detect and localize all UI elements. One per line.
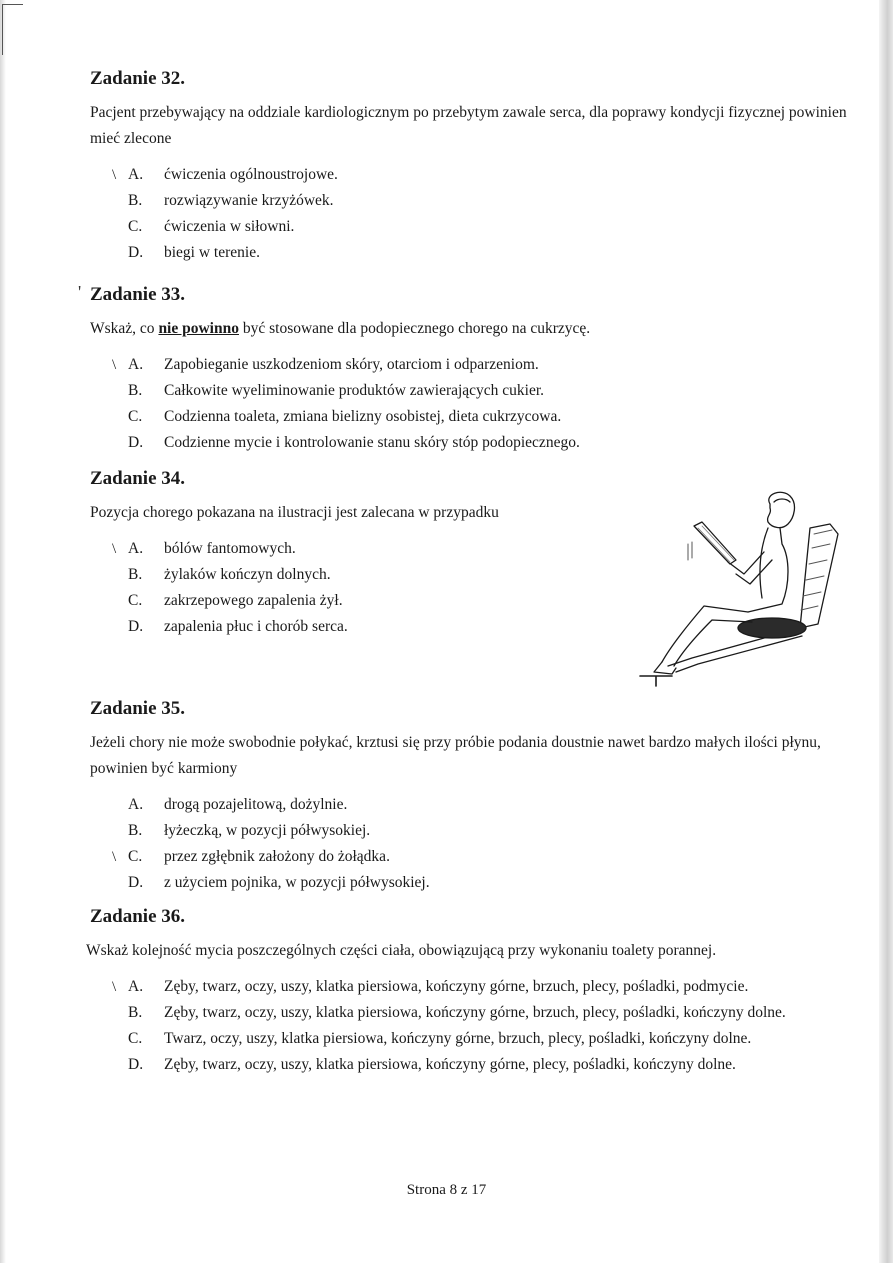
option-letter: A. <box>128 540 144 557</box>
option-letter: B. <box>128 566 143 583</box>
option-text: rozwiązywanie krzyżówek. <box>164 192 334 209</box>
pen-tick-mark: \ <box>112 357 117 373</box>
option-letter: A. <box>128 166 144 183</box>
answer-option-a <box>90 536 610 562</box>
task-title: Zadanie 34. <box>90 468 186 489</box>
scan-corner-mark <box>2 4 23 55</box>
answer-option-b <box>90 188 850 214</box>
answer-options <box>90 792 850 896</box>
option-text: żylaków kończyn dolnych. <box>164 566 331 583</box>
answer-option-d <box>90 614 610 640</box>
task-36 <box>86 906 850 1078</box>
answer-options <box>90 974 850 1078</box>
option-text: Zęby, twarz, oczy, uszy, klatka piersiowa, kończyny górne, plecy, pośladki, kończyny dolne. <box>164 1056 736 1073</box>
option-text: przez zgłębnik założony do żołądka. <box>164 848 390 865</box>
task-34 <box>90 468 610 640</box>
option-letter: A. <box>128 978 144 995</box>
answer-option-c <box>90 844 850 870</box>
task-title: Zadanie 35. <box>90 698 186 719</box>
option-text: drogą pozajelitową, dożylnie. <box>164 796 348 813</box>
option-letter: B. <box>128 382 143 399</box>
option-text: ćwiczenia w siłowni. <box>164 218 295 235</box>
task-35 <box>90 698 850 896</box>
pen-dot-mark: ' <box>78 282 82 302</box>
option-letter: C. <box>128 848 143 865</box>
option-letter: D. <box>128 1056 144 1073</box>
answer-options <box>90 352 850 456</box>
option-letter: C. <box>128 592 143 609</box>
option-letter: B. <box>128 822 143 839</box>
option-text: biegi w terenie. <box>164 244 260 261</box>
option-letter: C. <box>128 218 143 235</box>
option-letter: A. <box>128 356 144 373</box>
option-letter: A. <box>128 796 144 813</box>
option-text: Całkowite wyeliminowanie produktów zawierających cukier. <box>164 382 545 399</box>
option-letter: C. <box>128 408 143 425</box>
answer-option-d <box>90 1052 850 1078</box>
option-text: bólów fantomowych. <box>164 540 296 557</box>
task-title: Zadanie 32. <box>90 68 186 89</box>
page-number: Strona 8 z 17 <box>406 1182 487 1198</box>
task-title: Zadanie 33. <box>90 284 186 305</box>
answer-option-b <box>90 562 610 588</box>
answer-option-c <box>90 1026 850 1052</box>
answer-option-a <box>90 974 850 1000</box>
answer-option-d <box>90 870 850 896</box>
task-32 <box>90 68 850 266</box>
option-letter: D. <box>128 874 144 891</box>
task-question: Jeżeli chory nie może swobodnie połykać, krztusi się przy próbie podania doustnie nawet bardzo małych ilości płynu, powinien być karmiony <box>90 734 821 777</box>
answer-option-b <box>90 1000 850 1026</box>
option-letter: B. <box>128 192 143 209</box>
task-question: Wskaż, co nie powinno być stosowane dla podopiecznego chorego na cukrzycę. <box>90 320 591 337</box>
option-letter: D. <box>128 434 144 451</box>
option-text: Zęby, twarz, oczy, uszy, klatka piersiowa, kończyny górne, brzuch, plecy, pośladki, kończyny dolne. <box>164 1004 786 1021</box>
option-text: Codzienna toaleta, zmiana bielizny osobistej, dieta cukrzycowa. <box>164 408 562 425</box>
pen-tick-mark: \ <box>112 849 117 865</box>
answer-options <box>90 162 850 266</box>
option-letter: C. <box>128 1030 143 1047</box>
option-text: zapalenia płuc i chorób serca. <box>164 618 348 635</box>
option-text: ćwiczenia ogólnoustrojowe. <box>164 166 338 183</box>
pen-tick-mark: \ <box>112 167 117 183</box>
answer-options <box>90 536 610 640</box>
task-question: Pozycja chorego pokazana na ilustracji jest zalecana w przypadku <box>90 504 499 521</box>
option-text: zakrzepowego zapalenia żył. <box>164 592 343 609</box>
answer-option-d <box>90 240 850 266</box>
answer-option-c <box>90 214 850 240</box>
option-text: łyżeczką, w pozycji półwysokiej. <box>164 822 371 839</box>
option-letter: D. <box>128 618 144 635</box>
answer-option-a <box>90 792 850 818</box>
pen-tick-mark: \ <box>112 541 117 557</box>
answer-option-a <box>90 352 850 378</box>
patient-semi-sitting-reading-illustration <box>632 488 844 688</box>
pen-tick-mark: \ <box>112 979 117 995</box>
option-text: z użyciem pojnika, w pozycji półwysokiej. <box>164 874 430 891</box>
task-question: Wskaż kolejność mycia poszczególnych części ciała, obowiązującą przy wykonaniu toalety porannej. <box>86 942 717 959</box>
answer-option-d <box>90 430 850 456</box>
option-letter: D. <box>128 244 144 261</box>
task-33 <box>90 284 850 456</box>
answer-option-a <box>90 162 850 188</box>
answer-option-c <box>90 588 610 614</box>
option-text: Codzienne mycie i kontrolowanie stanu skóry stóp podopiecznego. <box>164 434 580 451</box>
option-text: Zęby, twarz, oczy, uszy, klatka piersiowa, kończyny górne, brzuch, plecy, pośladki, podmycie. <box>164 978 749 995</box>
emphasis-not-should: nie powinno <box>158 320 239 337</box>
answer-option-b <box>90 378 850 404</box>
answer-option-c <box>90 404 850 430</box>
option-letter: B. <box>128 1004 143 1021</box>
answer-option-b <box>90 818 850 844</box>
scan-edge-left <box>0 0 6 1263</box>
task-question: Pacjent przebywający na oddziale kardiologicznym po przebytym zawale serca, dla poprawy kondycji fizycznej powinien mieć zlecone <box>90 104 847 147</box>
scan-edge-right <box>879 0 893 1263</box>
option-text: Twarz, oczy, uszy, klatka piersiowa, kończyny górne, brzuch, plecy, pośladki, kończyny dolne. <box>164 1030 752 1047</box>
task-title: Zadanie 36. <box>90 906 186 927</box>
option-text: Zapobieganie uszkodzeniom skóry, otarciom i odparzeniom. <box>164 356 539 373</box>
